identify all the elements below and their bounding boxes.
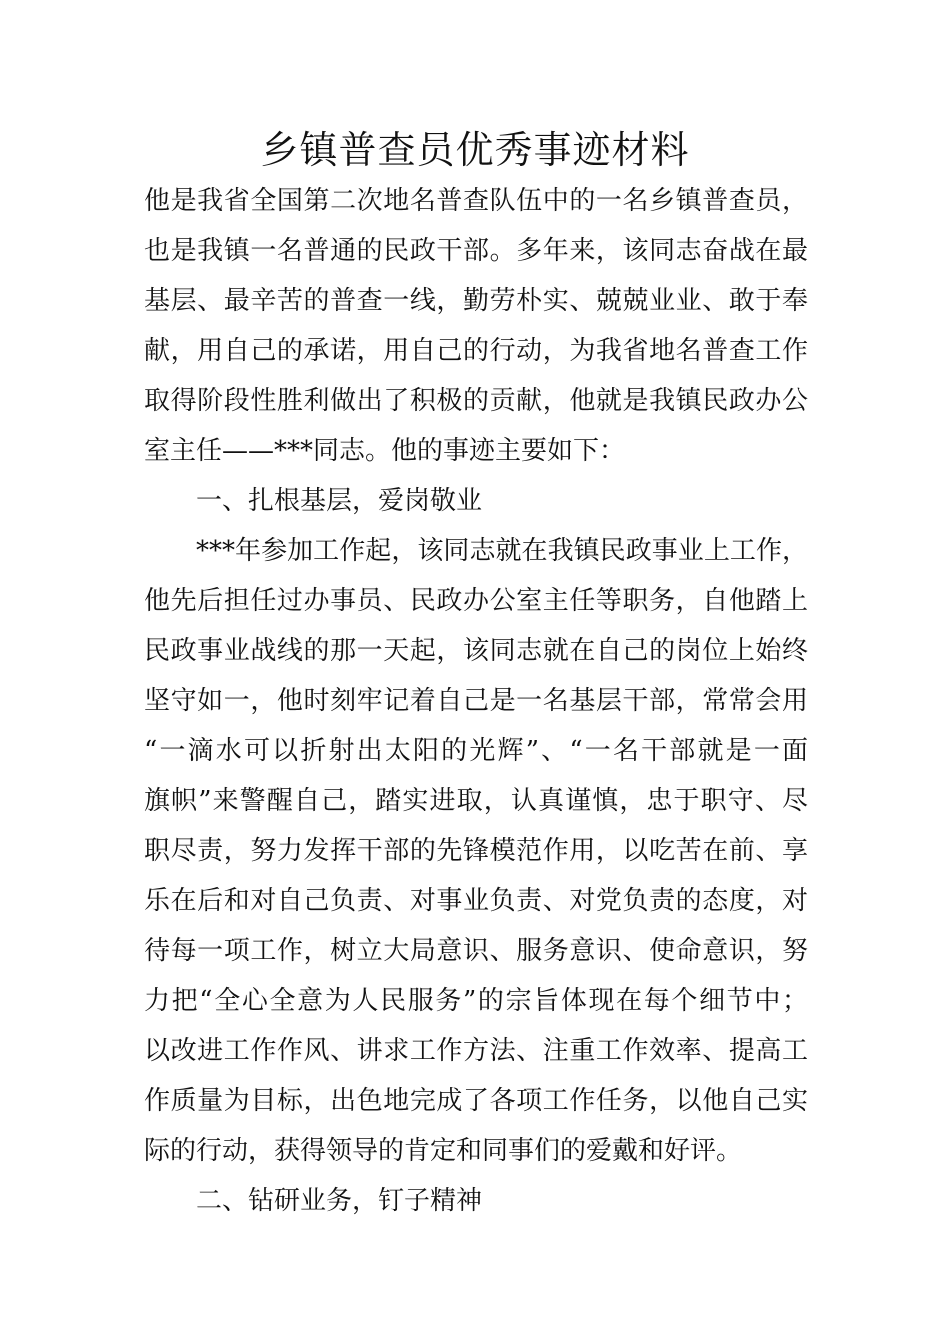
text-line: 坚守如一，他时刻牢记着自己是一名基层干部，常常会用 xyxy=(144,686,808,716)
text-line: 他先后担任过办事员、民政办公室主任等职务，自他踏上 xyxy=(144,586,808,616)
text-line: 力把“全心全意为人民服务”的宗旨体现在每个细节中； xyxy=(144,986,808,1016)
text-line: 室主任——***同志。他的事迹主要如下： xyxy=(144,436,626,466)
document-body xyxy=(144,176,808,1226)
text-line: 以改进工作作风、讲求工作方法、注重工作效率、提高工 xyxy=(144,1036,808,1066)
paragraph xyxy=(144,176,808,476)
text-line: 民政事业战线的那一天起，该同志就在自己的岗位上始终 xyxy=(144,636,808,666)
text-line: 际的行动，获得领导的肯定和同事们的爱戴和好评。 xyxy=(144,1136,743,1166)
text-line: 待每一项工作，树立大局意识、服务意识、使命意识，努 xyxy=(144,936,808,966)
document-title: 乡镇普查员优秀事迹材料 xyxy=(260,128,690,172)
text-line: 他是我省全国第二次地名普查队伍中的一名乡镇普查员， xyxy=(144,186,808,216)
text-line: 也是我镇一名普通的民政干部。多年来，该同志奋战在最 xyxy=(144,236,808,266)
section-heading: 一、扎根基层，爱岗敬业 xyxy=(196,486,483,516)
text-line: 献，用自己的承诺，用自己的行动，为我省地名普查工作 xyxy=(144,336,808,366)
text-line: 作质量为目标，出色地完成了各项工作任务，以他自己实 xyxy=(144,1086,808,1116)
section-heading: 二、钻研业务，钉子精神 xyxy=(196,1186,483,1216)
text-line: 基层、最辛苦的普查一线，勤劳朴实、兢兢业业、敢于奉 xyxy=(144,286,808,316)
text-line: ***年参加工作起，该同志就在我镇民政事业上工作， xyxy=(196,536,808,566)
text-line: “一滴水可以折射出太阳的光辉”、“一名干部就是一面 xyxy=(144,736,808,766)
text-line: 取得阶段性胜利做出了积极的贡献，他就是我镇民政办公 xyxy=(144,386,808,416)
text-line: 职尽责，努力发挥干部的先锋模范作用，以吃苦在前、享 xyxy=(144,836,808,866)
text-line: 乐在后和对自己负责、对事业负责、对党负责的态度，对 xyxy=(144,886,808,916)
text-line: 旗帜”来警醒自己，踏实进取，认真谨慎，忠于职守、尽 xyxy=(144,786,808,816)
paragraph xyxy=(144,526,808,1176)
